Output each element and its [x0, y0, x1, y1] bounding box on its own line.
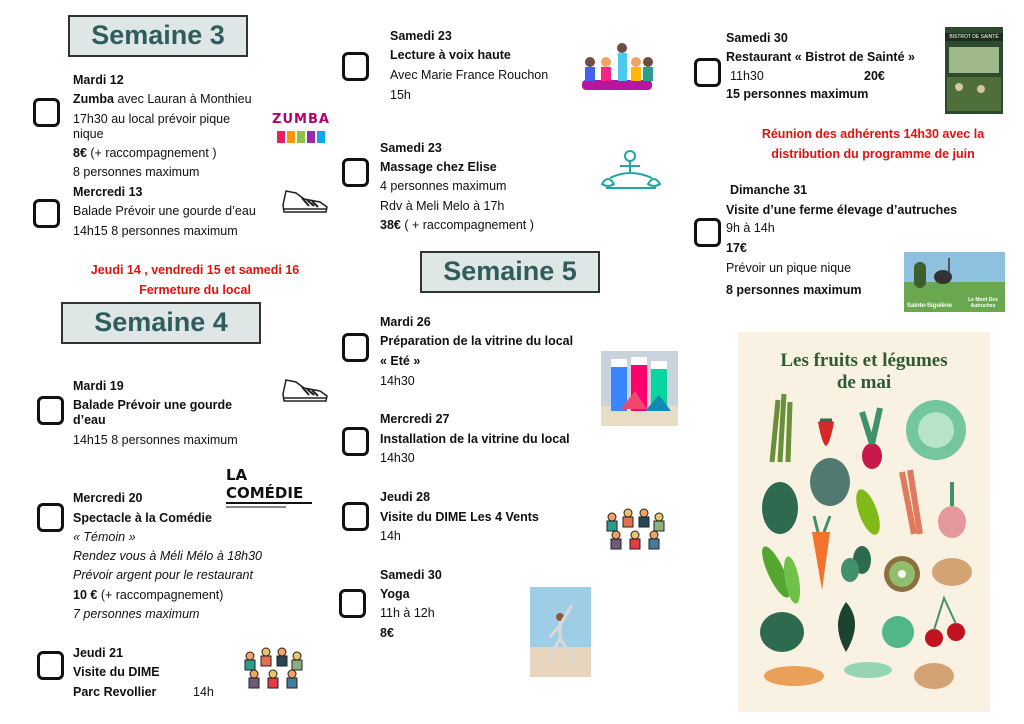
event-title: d’eau	[73, 413, 106, 427]
event-title-bold: Zumba	[73, 92, 114, 106]
checkbox-dime-21[interactable]	[37, 651, 64, 680]
checkbox-yoga[interactable]	[339, 589, 366, 618]
meeting-notice: Réunion des adhérents 14h30 avec la	[761, 127, 985, 141]
chard-icon	[760, 612, 804, 652]
event-day: Mercredi 13	[73, 185, 143, 199]
event-detail: 4 personnes maximum	[380, 179, 507, 193]
event-capacity: 8 personnes maximum	[726, 283, 862, 297]
event-title	[73, 91, 252, 108]
event-price: 20€	[864, 69, 885, 83]
event-price-rest: (+ raccompagnement )	[86, 146, 217, 160]
event-day: Jeudi 28	[380, 490, 431, 504]
checkbox-zumba[interactable]	[33, 98, 60, 127]
event-day: Dimanche 31	[730, 183, 808, 197]
event-price	[73, 145, 216, 162]
event-title: Visite du DIME	[73, 665, 160, 679]
event-time: 11h30	[730, 69, 764, 83]
checkbox-lecture[interactable]	[342, 52, 369, 81]
event-price-bold: 38€	[380, 218, 401, 232]
artichoke-icon	[810, 458, 850, 506]
produce-illustration	[738, 332, 990, 712]
event-time: 14h15 8 personnes maximum	[73, 433, 238, 447]
event-price: 8€	[380, 626, 394, 640]
cherries-icon	[925, 598, 965, 647]
closure-notice: Fermeture du local	[139, 283, 251, 297]
checkbox-autruches[interactable]	[694, 218, 721, 247]
event-title: Spectacle à la Comédie	[73, 511, 212, 525]
event-time: 15h	[390, 88, 411, 102]
event-detail: Prévoir argent pour le restaurant	[73, 568, 253, 582]
event-price: 17€	[726, 241, 747, 255]
carrot-icon	[812, 516, 830, 590]
event-time: 14h15 8 personnes maximum	[73, 224, 238, 238]
pea-sprouts-icon	[844, 662, 892, 678]
lettuce-icon	[906, 400, 966, 460]
reading-group-icon	[578, 40, 656, 96]
la-comedie-logo	[226, 466, 312, 502]
checkbox-massage[interactable]	[342, 158, 369, 187]
zumba-logo-text: ZUMBA	[272, 112, 330, 127]
event-title: Restaurant « Bistrot de Sainté »	[726, 50, 915, 64]
event-price-bold: 10 €	[73, 588, 98, 602]
event-day: Mercredi 20	[73, 491, 143, 505]
sneaker-icon	[280, 374, 330, 406]
zumba-logo	[272, 112, 330, 146]
potatoes-icon	[914, 663, 954, 689]
bistrot-photo-sign: BISTROT DE SAINTÉ	[945, 33, 1003, 41]
radish-icon	[862, 408, 882, 469]
event-capacity: 15 personnes maximum	[726, 87, 869, 101]
event-title: Préparation de la vitrine du local	[380, 334, 574, 348]
ostrich-farm-photo	[904, 252, 1005, 312]
massage-icon	[596, 148, 666, 192]
event-price-rest: ( + raccompagnement )	[400, 218, 534, 232]
event-place: Parc Revollier	[73, 685, 157, 699]
event-capacity: 7 personnes maximum	[73, 607, 200, 621]
week-3-heading: Semaine 3	[68, 15, 248, 57]
event-title: Balade Prévoir une gourde	[73, 398, 233, 412]
strawberry-icon	[818, 420, 834, 446]
event-price	[73, 587, 223, 604]
event-detail: Prévoir un pique nique	[726, 261, 852, 275]
rhubarb-icon	[902, 470, 920, 534]
kiwi-icon	[884, 556, 920, 592]
event-time: 9h à 14h	[726, 221, 775, 235]
checkbox-restaurant[interactable]	[694, 58, 721, 87]
event-detail: Rdv à Meli Melo à 17h	[380, 199, 505, 213]
yoga-image	[530, 587, 591, 677]
week-4-heading: Semaine 4	[61, 302, 261, 344]
pea-pods-icon	[757, 543, 803, 605]
la-comedie-logo-text: LA COMÉDIE	[226, 466, 312, 504]
poster-title: de mai	[836, 372, 892, 393]
beach-huts-image	[601, 351, 678, 426]
event-day: Mardi 19	[73, 379, 124, 393]
event-title: Massage chez Elise	[380, 160, 497, 174]
ostrich-farm-caption: Le Mont Des Autruches	[968, 297, 998, 309]
checkbox-vitrine-prep[interactable]	[342, 333, 369, 362]
event-title: Visite d’une ferme élevage d’autruches	[726, 203, 958, 217]
event-time: 14h	[193, 685, 214, 699]
event-detail: nique	[73, 127, 104, 141]
event-title: Lecture à voix haute	[390, 48, 511, 62]
event-day: Jeudi 21	[73, 646, 124, 660]
event-detail: Avec Marie France Rouchon	[390, 68, 549, 82]
event-title: Visite du DIME Les 4 Vents	[380, 510, 539, 524]
event-day: Mardi 12	[73, 73, 124, 87]
event-day: Samedi 30	[726, 31, 788, 45]
event-title: Balade Prévoir une gourde d’eau	[73, 204, 256, 218]
peas-icon	[851, 486, 884, 537]
onion-icon	[938, 482, 966, 538]
asparagus-icon	[772, 394, 790, 462]
checkbox-vitrine-install[interactable]	[342, 427, 369, 456]
event-capacity: 8 personnes maximum	[73, 165, 200, 179]
event-time: 11h à 12h	[380, 606, 435, 620]
sweet-potato-icon	[764, 666, 824, 686]
week-5-heading: Semaine 5	[420, 251, 600, 293]
event-day: Samedi 30	[380, 568, 442, 582]
basil-icon	[841, 546, 871, 582]
group-circle-icon	[602, 507, 668, 551]
event-day: Mardi 26	[380, 315, 431, 329]
event-day: Samedi 23	[390, 29, 452, 43]
poster-title: Les fruits et légumes	[780, 350, 948, 371]
fruits-vegetables-poster	[738, 332, 990, 712]
event-day: Mercredi 27	[380, 412, 450, 426]
checkbox-dime-28[interactable]	[342, 502, 369, 531]
event-time: 14h30	[380, 374, 415, 388]
bistrot-photo	[945, 27, 1003, 114]
event-detail: « Témoin »	[73, 530, 136, 544]
event-subtitle: « Eté »	[380, 354, 421, 368]
event-price-bold: 8€	[73, 146, 87, 160]
event-day: Samedi 23	[380, 141, 442, 155]
event-title: Yoga	[380, 587, 410, 601]
event-time: 14h	[380, 529, 401, 543]
parsley-icon	[882, 616, 914, 648]
closure-notice: Jeudi 14 , vendredi 15 et samedi 16	[90, 263, 300, 277]
event-price	[380, 217, 534, 234]
event-price-rest: (+ raccompagnement)	[97, 588, 224, 602]
checkbox-balade-13[interactable]	[33, 199, 60, 228]
potato-icon	[932, 558, 972, 586]
ostrich-farm-caption: Sainte-Sigolène	[907, 303, 953, 309]
event-title: Installation de la vitrine du local	[380, 432, 570, 446]
checkbox-comedie[interactable]	[37, 503, 64, 532]
event-title-rest: avec Lauran à Monthieu	[113, 92, 252, 106]
spinach-icon	[762, 482, 798, 534]
event-detail: Rendez vous à Méli Mélo à 18h30	[73, 549, 263, 563]
event-time: 14h30	[380, 451, 415, 465]
group-circle-icon	[240, 646, 306, 690]
meeting-notice: distribution du programme de juin	[771, 147, 975, 161]
sorrel-icon	[838, 602, 855, 652]
sneaker-icon	[280, 185, 330, 217]
checkbox-balade-19[interactable]	[37, 396, 64, 425]
event-detail: 17h30 au local prévoir pique	[73, 112, 231, 126]
